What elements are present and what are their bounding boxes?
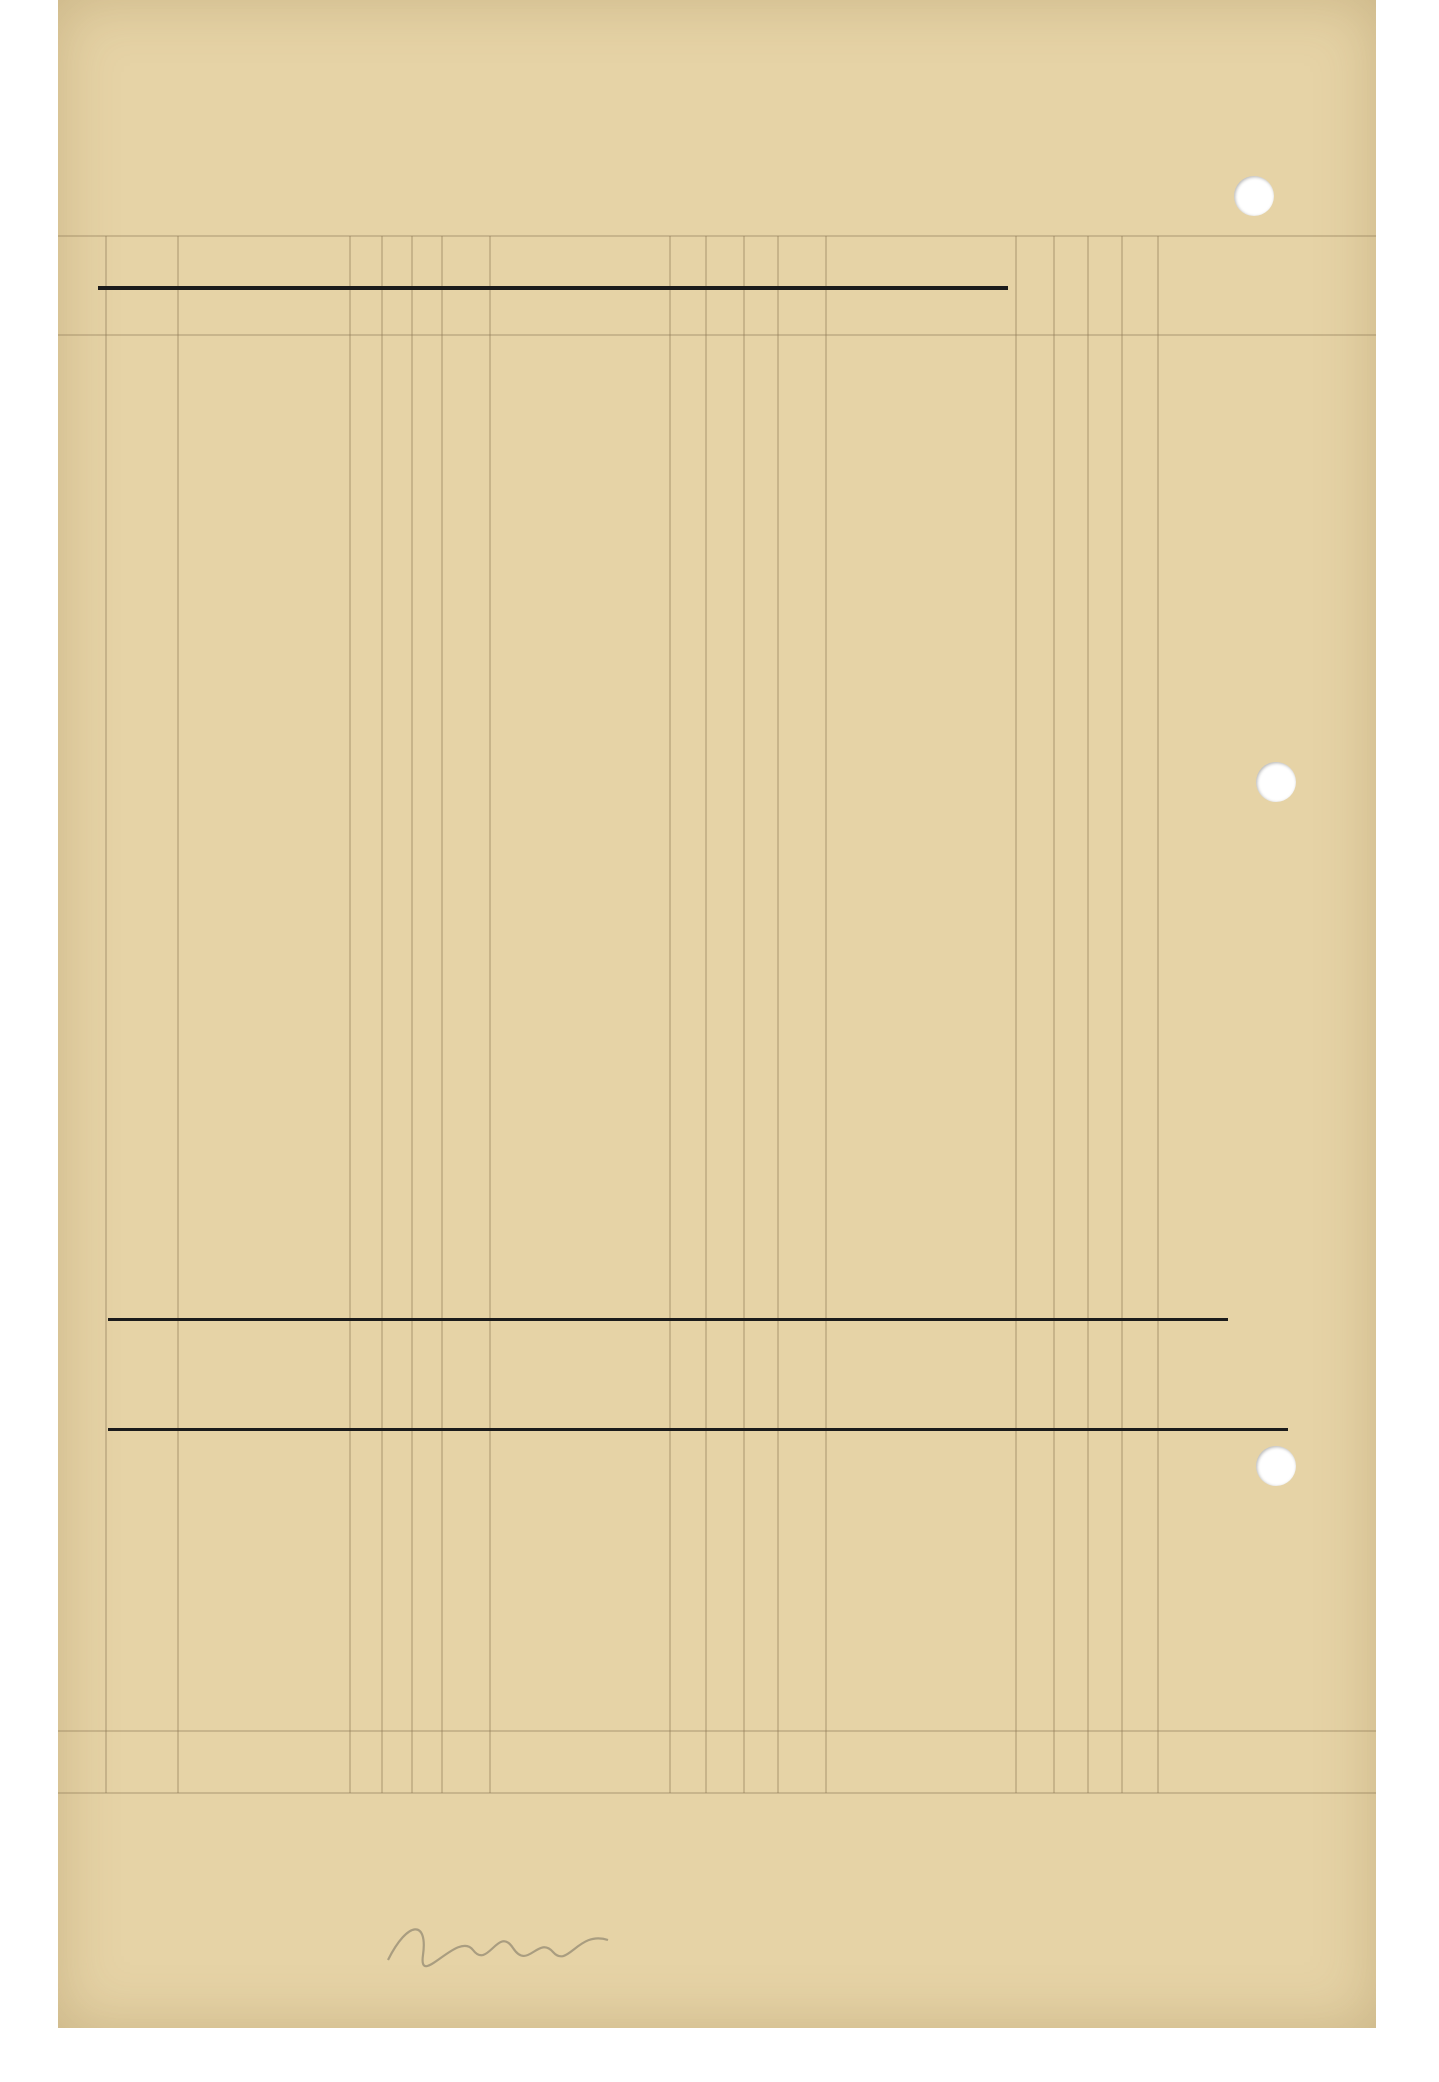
punch-hole-mid xyxy=(1256,762,1296,802)
archive-footer xyxy=(0,2028,1439,2082)
punch-hole-top xyxy=(1234,176,1274,216)
form-ruled-grid xyxy=(58,0,1376,2028)
signature xyxy=(378,1910,618,1980)
header-rule-2 xyxy=(108,1428,1288,1431)
header-rule-1 xyxy=(98,286,1008,290)
form-page xyxy=(58,0,1376,2028)
section-divider-rule xyxy=(108,1318,1228,1321)
punch-hole-bottom xyxy=(1256,1446,1296,1486)
